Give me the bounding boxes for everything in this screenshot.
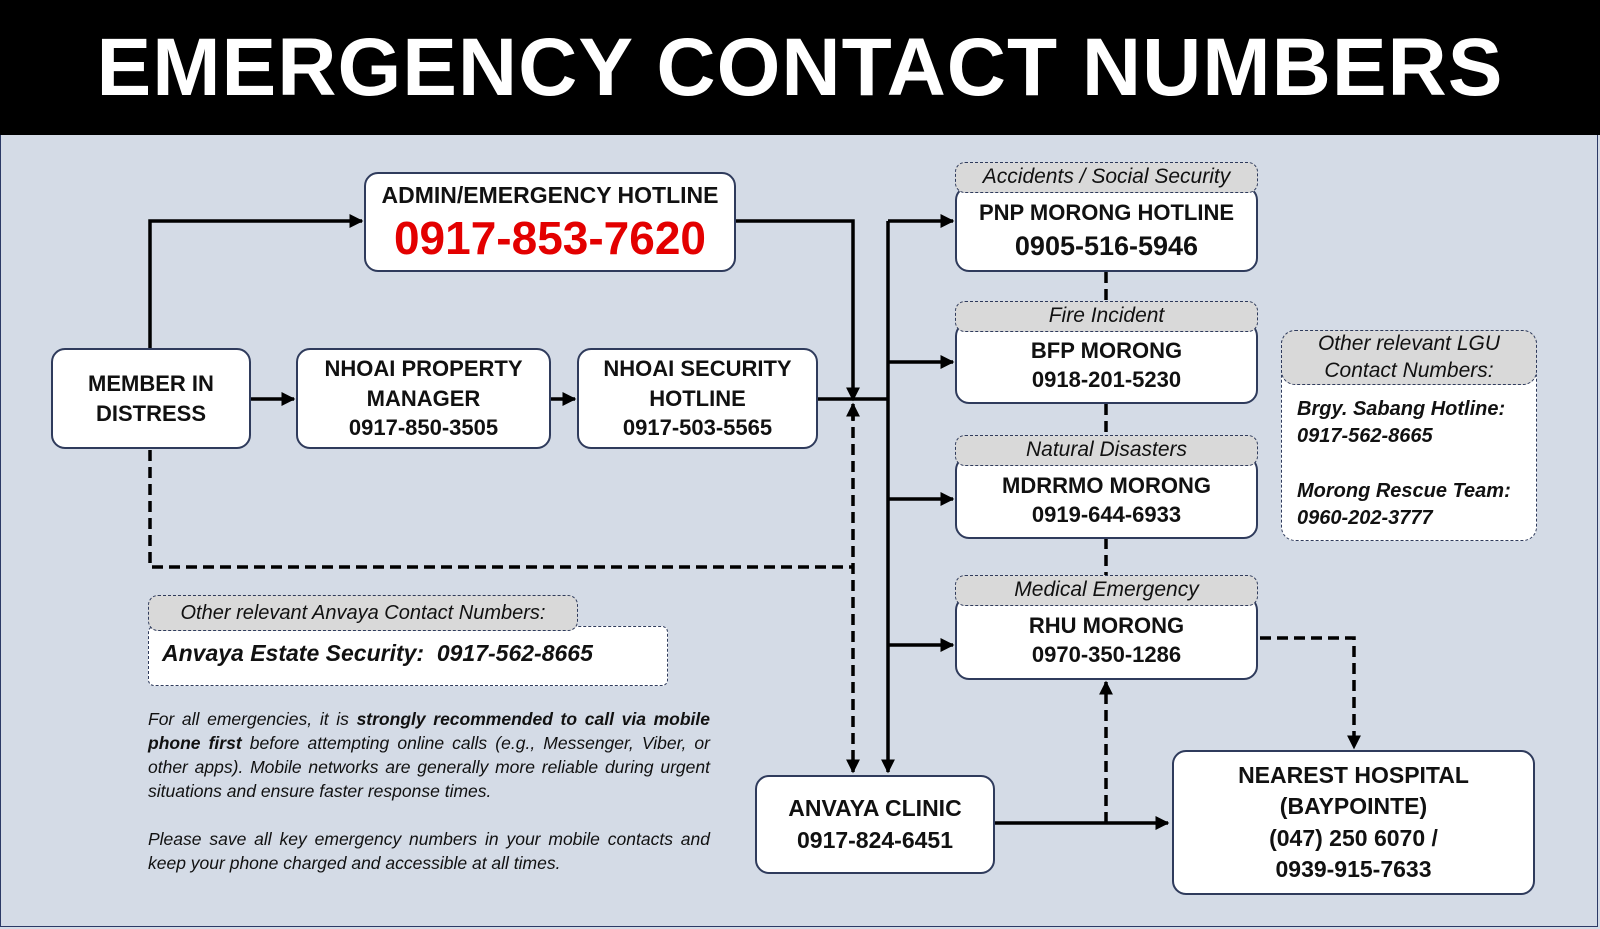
mdrrmo-name: MDRRMO MORONG: [1002, 472, 1211, 498]
bfp-category-tag: Fire Incident: [955, 301, 1258, 332]
property-manager-number[interactable]: 0917-850-3505: [348, 415, 499, 441]
bfp-name: BFP MORONG: [1030, 337, 1183, 363]
hospital-line-2: (BAYPOINTE): [1279, 793, 1428, 820]
anvaya-clinic-box: [755, 775, 995, 874]
lgu-header-tag: [1281, 330, 1537, 385]
nearest-hospital-box: [1172, 750, 1535, 895]
member-line-1: MEMBER IN: [88, 370, 214, 396]
property-manager-box: [296, 348, 551, 449]
member-in-distress-box: [51, 348, 251, 449]
hospital-line-1: NEAREST HOSPITAL: [1238, 762, 1469, 789]
property-manager-line-2: MANAGER: [366, 385, 481, 411]
member-line-2: DISTRESS: [95, 400, 207, 426]
lgu-contact-label: Brgy. Sabang Hotline:: [1297, 398, 1506, 420]
hospital-number-1[interactable]: (047) 250 6070 /: [1269, 824, 1438, 851]
mdrrmo-number[interactable]: 0919-644-6933: [1031, 502, 1182, 528]
security-line-1: NHOAI SECURITY: [603, 355, 792, 381]
rhu-name: RHU MORONG: [1028, 612, 1185, 638]
mdrrmo-box: [955, 456, 1258, 539]
anvaya-header-tag: Other relevant Anvaya Contact Numbers:: [148, 595, 578, 631]
pnp-box: [955, 186, 1258, 272]
lgu-contact-list: [1297, 396, 1511, 533]
pnp-name: PNP MORONG HOTLINE: [978, 199, 1235, 225]
rhu-category-tag: Medical Emergency: [955, 575, 1258, 606]
lgu-header-line-2: Contact Numbers:: [1324, 358, 1494, 382]
clinic-number[interactable]: 0917-824-6451: [796, 826, 954, 853]
security-line-2: HOTLINE: [649, 385, 746, 411]
property-manager-line-1: NHOAI PROPERTY: [324, 355, 523, 381]
save-numbers-note: Please save all key emergency numbers in your mobile contacts and keep your phone charged and accessible at all times.: [148, 829, 710, 873]
bfp-box: [955, 322, 1258, 404]
clinic-name: ANVAYA CLINIC: [788, 795, 962, 822]
dashed-member-to-clinic: [150, 450, 853, 567]
mdrrmo-category-tag: Natural Disasters: [955, 435, 1258, 466]
rhu-number[interactable]: 0970-350-1286: [1031, 642, 1182, 668]
mobile-call-note: For all emergencies, it is strongly recommended to call via mobile phone first before attempting online calls (e.g., Messenger, Viber, or other apps). Mobile networks are generally more reliable during urgent situations and ensure faster response times.: [148, 709, 710, 801]
rhu-box: [955, 596, 1258, 680]
anvaya-estate-security[interactable]: Anvaya Estate Security: 0917-562-8665: [162, 640, 593, 666]
pnp-category-tag: Accidents / Social Security: [955, 162, 1258, 193]
hospital-number-2[interactable]: 0939-915-7633: [1275, 855, 1432, 882]
page-title: EMERGENCY CONTACT NUMBERS: [96, 21, 1504, 113]
admin-hotline-box: [364, 172, 736, 272]
admin-hotline-number[interactable]: 0917-853-7620: [393, 212, 707, 265]
admin-hotline-label: ADMIN/EMERGENCY HOTLINE: [381, 182, 719, 209]
security-number[interactable]: 0917-503-5565: [622, 415, 773, 441]
lgu-contact-number[interactable]: 0917-562-8665: [1297, 425, 1433, 448]
bfp-number[interactable]: 0918-201-5230: [1031, 367, 1182, 393]
lgu-contact-label: Morong Rescue Team:: [1297, 479, 1511, 502]
dashed-arrow-rhu-to-hospital: [1260, 638, 1354, 748]
lgu-header-line-1: Other relevant LGU: [1317, 332, 1501, 356]
arrow-member-to-admin: [150, 221, 362, 348]
security-hotline-box: [577, 348, 818, 449]
lgu-contact-number[interactable]: 0960-202-3777: [1297, 507, 1433, 530]
pnp-number[interactable]: 0905-516-5946: [1014, 230, 1199, 261]
emphasis-text: strongly recommended to call via mobile phone first: [148, 709, 710, 753]
